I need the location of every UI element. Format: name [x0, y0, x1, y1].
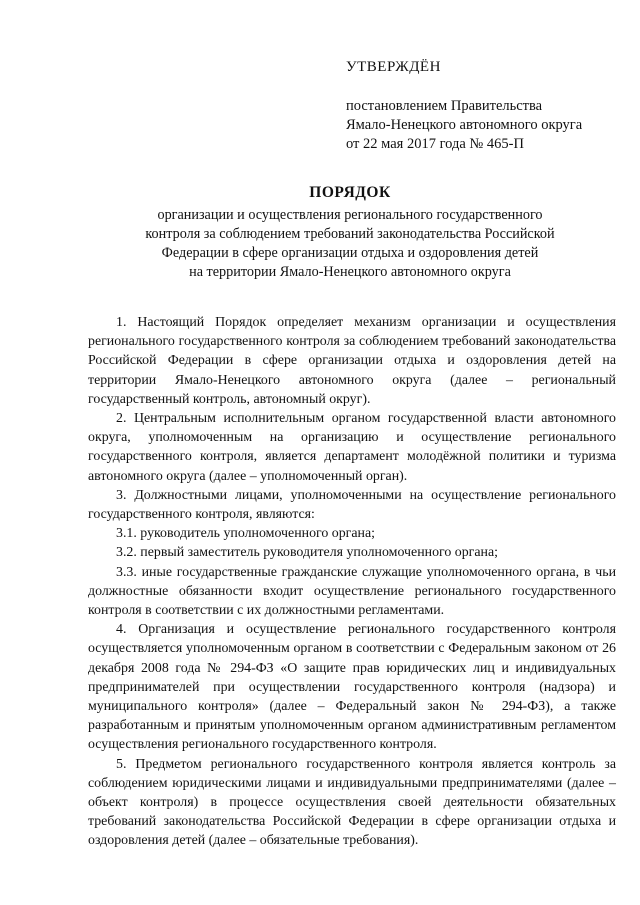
paragraph-1: 1. Настоящий Порядок определяет механизм организации и осуществления регионального государственного контроля за соблюдением требований законодательства Российской Федерации в сфере организации отдыха и оздоровления детей на территории Ямало-Ненецкого автономного округа (далее – региональный государственный контроль, автономный округ). — [88, 315, 616, 407]
approval-stamp — [346, 58, 606, 154]
document-heading — [60, 184, 640, 282]
subtitle-line-4: на территории Ямало-Ненецкого автономного округа — [189, 264, 511, 280]
paragraph-5: 5. Предметом регионального государственного контроля является контроль за соблюдением юридическими лицами и индивидуальными предпринимателями (далее – объект контроля) в процессе осуществления своей деятельности обязательных требований законодательства Российской Федерации в сфере организации отдыха и оздоровления детей (далее – обязательные требования). — [88, 756, 616, 849]
paragraph-4: 4. Организация и осуществление регионального государственного контроля осуществляется уполномоченным органом в соответствии с Федеральным законом от 26 декабря 2008 года № 294-ФЗ «О защите прав юридических лиц и индивидуальных предпринимателей при осуществлении государственного контроля (надзора) и муниципального контроля» (далее – Федеральный закон № 294-ФЗ), а также разработанным и принятым уполномоченным органом административным регламентом осуществления регионального государственного контроля. — [88, 622, 616, 753]
paragraph-3: 3. Должностными лицами, уполномоченными на осуществление регионального государственного контроля, являются: — [88, 487, 616, 523]
paragraph-2: 2. Центральным исполнительным органом государственной власти автономного округа, уполномоченным на организацию и осуществление регионального государственного контроля, является департамент молодёжной политики и туризма автономного округа (далее – уполномоченный орган). — [88, 411, 616, 484]
document-subtitle — [60, 206, 640, 282]
paragraph-3-3: 3.3. иные государственные гражданские служащие уполномоченного органа, в чьи должностные обязанности входит осуществление регионального государственного контроля в соответствии с их должностными регламентами. — [88, 564, 616, 619]
approved-label: УТВЕРЖДЁН — [346, 59, 441, 75]
document-body — [88, 313, 616, 851]
document-title: ПОРЯДОК — [309, 184, 391, 201]
subtitle-line-1: организации и осуществления регионального государственного — [157, 207, 543, 223]
subtitle-line-3: Федерации в сфере организации отдыха и оздоровления детей — [161, 245, 539, 261]
subtitle-line-2: контроля за соблюдением требований законодательства Российской — [145, 226, 555, 242]
approval-line-1: постановлением Правительства — [346, 98, 543, 114]
approval-line-3: от 22 мая 2017 года № 465-П — [346, 136, 524, 152]
approval-line-2: Ямало-Ненецкого автономного округа — [346, 117, 583, 133]
paragraph-3-1: 3.1. руководитель уполномоченного органа; — [116, 526, 375, 542]
paragraph-3-2: 3.2. первый заместитель руководителя уполномоченного органа; — [116, 545, 498, 561]
